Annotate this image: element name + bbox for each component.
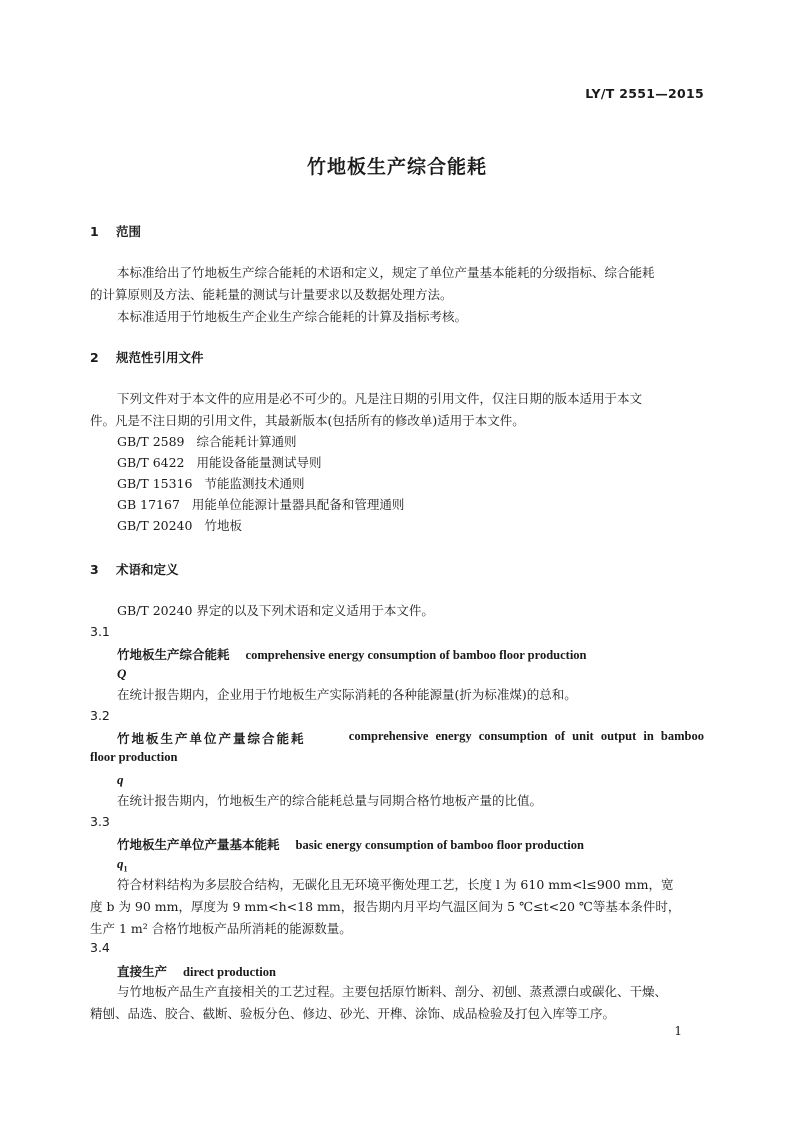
section-heading-terms — [90, 560, 179, 578]
reference-item — [117, 452, 322, 473]
term-chinese: 竹地板生产单位产量综合能耗 — [117, 731, 306, 746]
symbol-subscript: 1 — [123, 864, 128, 874]
section-title: 范围 — [116, 224, 142, 239]
term-chinese: 竹地板生产单位产量基本能耗 — [117, 837, 280, 852]
reference-code: GB/T 20240 — [117, 518, 193, 533]
term-symbol: Q — [117, 666, 127, 681]
section-number: 3 — [90, 562, 99, 577]
term-definition-line: 与竹地板产品生产直接相关的工艺过程。主要包括原竹断料、剖分、初刨、蒸煮漂白或碳化、干燥、 — [117, 984, 668, 999]
reference-item — [117, 431, 297, 452]
clause-number: 3.2 — [90, 708, 110, 723]
reference-title: 竹地板 — [204, 518, 242, 533]
term-definition-line: 符合材料结构为多层胶合结构，无碳化且无环境平衡处理工艺，长度 l 为 610 mm<l≤900 mm，宽 — [117, 877, 674, 892]
term-heading — [117, 644, 587, 663]
term-symbol — [117, 856, 128, 874]
reference-code: GB 17167 — [117, 497, 180, 512]
terms-intro: GB/T 20240 界定的以及下列术语和定义适用于本文件。 — [117, 603, 434, 618]
term-english: comprehensive energy consumption of unit output in bamboo — [348, 729, 704, 743]
normative-intro-line: 下列文件对于本文件的应用是必不可少的。凡是注日期的引用文件，仅注日期的版本适用于本文 — [117, 391, 643, 406]
term-symbol: q — [117, 772, 124, 787]
term-chinese: 竹地板生产综合能耗 — [117, 647, 230, 662]
term-definition-line: 度 b 为 90 mm，厚度为 9 mm<h<18 mm，报告期内月平均气温区间为 5 ℃≤t<20 ℃等基本条件时， — [90, 899, 681, 914]
document-title: 竹地板生产综合能耗 — [306, 156, 487, 178]
clause-number: 3.1 — [90, 624, 110, 639]
normative-intro-line: 件。凡是不注日期的引用文件，其最新版本(包括所有的修改单)适用于本文件。 — [90, 413, 525, 428]
term-definition: 在统计报告期内，企业用于竹地板生产实际消耗的各种能源量(折为标准煤)的总和。 — [117, 687, 577, 702]
term-english: direct production — [183, 965, 276, 979]
section-heading-normative — [90, 348, 204, 366]
reference-title: 用能单位能源计量器具配备和管理通则 — [191, 497, 405, 512]
section-title: 术语和定义 — [116, 562, 179, 577]
term-heading — [117, 834, 584, 853]
section-title: 规范性引用文件 — [116, 350, 204, 365]
section-number: 2 — [90, 350, 99, 365]
reference-title: 用能设备能量测试导则 — [196, 455, 322, 470]
reference-item — [117, 515, 242, 536]
symbol-base: q — [117, 856, 124, 871]
reference-code: GB/T 2589 — [117, 434, 185, 449]
term-heading — [117, 961, 276, 980]
term-definition-line: 生产 1 m² 合格竹地板产品所消耗的能源数量。 — [90, 921, 352, 936]
scope-paragraph-line: 的计算原则及方法、能耗量的测试与计量要求以及数据处理方法。 — [90, 287, 453, 302]
term-english: basic energy consumption of bamboo floor production — [295, 838, 584, 852]
term-definition: 在统计报告期内，竹地板生产的综合能耗总量与同期合格竹地板产量的比值。 — [117, 793, 543, 808]
reference-item — [117, 473, 304, 494]
term-english-continuation: floor production — [90, 750, 178, 764]
reference-code: GB/T 6422 — [117, 455, 185, 470]
term-heading — [117, 729, 704, 747]
section-number: 1 — [90, 224, 99, 239]
reference-item — [117, 494, 404, 515]
clause-number: 3.3 — [90, 814, 110, 829]
reference-code: GB/T 15316 — [117, 476, 193, 491]
scope-applicability: 本标准适用于竹地板生产企业生产综合能耗的计算及指标考核。 — [117, 309, 468, 324]
standard-number: LY/T 2551—2015 — [585, 86, 704, 101]
term-english: comprehensive energy consumption of bamboo floor production — [245, 648, 587, 662]
scope-paragraph-line: 本标准给出了竹地板生产综合能耗的术语和定义，规定了单位产量基本能耗的分级指标、综合能耗 — [117, 265, 655, 280]
page-number: 1 — [674, 1024, 682, 1038]
reference-title: 节能监测技术通则 — [204, 476, 305, 491]
term-definition-line: 精刨、品选、胶合、截断、验板分色、修边、砂光、开榫、涂饰、成品检验及打包入库等工序。 — [90, 1006, 616, 1021]
reference-title: 综合能耗计算通则 — [196, 434, 297, 449]
clause-number: 3.4 — [90, 940, 110, 955]
section-heading-scope — [90, 222, 141, 240]
term-chinese: 直接生产 — [117, 964, 168, 979]
